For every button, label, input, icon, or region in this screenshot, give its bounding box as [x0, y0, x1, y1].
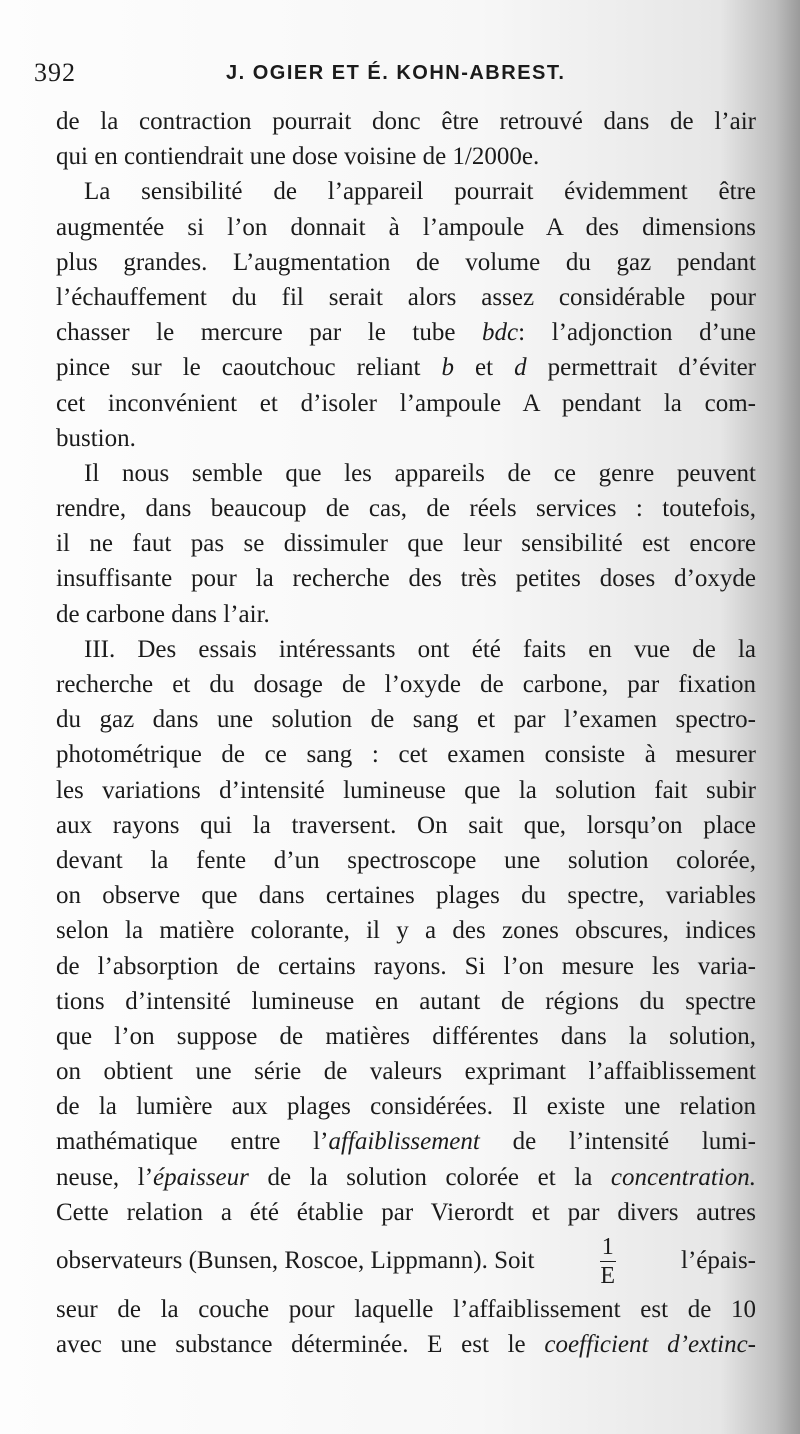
text-line-with-fraction — [56, 1230, 756, 1292]
italic-term: concentration. — [610, 1163, 756, 1191]
text-line: tions d’intensité lumineuse en autant de régions du spectre — [56, 987, 756, 1015]
italic-term: b — [441, 354, 454, 382]
text-line — [56, 1327, 756, 1362]
text-line: aux rayons qui la traversent. On sait que, lorsqu’on place — [56, 811, 756, 839]
text-segment: et — [475, 354, 494, 382]
text-segment: permettrait d’éviter — [547, 354, 757, 382]
text-line: seur de la couche pour laquelle l’affaiblissement est de 10 — [56, 1296, 756, 1323]
italic-term: d — [514, 354, 527, 382]
text-line — [56, 1124, 756, 1159]
text-line: devant la fente d’un spectroscope une solution colorée, — [56, 846, 756, 874]
text-line: augmentée si l’on donnait à l’ampoule A des dimensions — [56, 213, 756, 241]
page-number: 392 — [34, 58, 76, 87]
text-segment: chasser le mercure par le tube — [56, 319, 456, 347]
text-line: que l’on suppose de matières différentes dans la solution, — [56, 1022, 756, 1050]
fraction-denominator: E — [600, 1262, 616, 1289]
body-text — [56, 104, 756, 1362]
text-line: rendre, dans beaucoup de cas, de réels services : toutefois, — [56, 495, 756, 523]
text-segment: mathématique entre l’ — [56, 1128, 329, 1156]
text-line: il ne faut pas se dissimuler que leur sensibilité est encore — [56, 530, 756, 558]
text-segment: observateurs (Bunsen, Roscoe, Lippmann). Soit — [56, 1247, 535, 1274]
text-line — [56, 315, 756, 350]
text-line — [56, 1160, 756, 1195]
text-segment: pince sur le caoutchouc reliant — [56, 354, 421, 382]
page-header — [34, 58, 764, 92]
text-segment: neuse, l’ — [56, 1163, 154, 1191]
italic-term: coefficient d’extinc- — [544, 1331, 757, 1359]
text-line: cet inconvénient et d’isoler l’ampoule A pendant la com- — [56, 389, 756, 417]
text-line: bustion. — [56, 424, 136, 452]
running-head: J. OGIER ET É. KOHN-ABREST. — [226, 62, 566, 84]
text-line — [56, 350, 756, 385]
section-start-line: III. Des essais intéressants ont été faits en vue de la — [84, 635, 756, 663]
text-line: photométrique de ce sang : cet examen consiste à mesurer — [56, 741, 756, 769]
text-segment: l’épais- — [681, 1247, 756, 1274]
text-line: de la lumière aux plages considérées. Il existe une relation — [56, 1093, 756, 1121]
text-line: on observe que dans certaines plages du spectre, variables — [56, 882, 756, 910]
text-line: l’échauffement du fil serait alors assez considérable pour — [56, 283, 756, 311]
text-line: plus grandes. L’augmentation de volume du gaz pendant — [56, 248, 756, 276]
text-line: de carbone dans l’air. — [56, 600, 270, 628]
text-line: recherche et du dosage de l’oxyde de carbone, par fixation — [56, 671, 756, 698]
text-line: insuffisante pour la recherche des très petites doses d’oxyde — [56, 565, 756, 593]
text-line: on obtient une série de valeurs exprimant l’affaiblissement — [56, 1058, 756, 1086]
text-segment: de l’intensité lumi- — [512, 1128, 757, 1156]
italic-term: affaiblissement — [328, 1128, 480, 1156]
fraction-one-over-e — [600, 1235, 616, 1288]
italic-term: épaisseur — [153, 1163, 249, 1191]
fraction-numerator: 1 — [601, 1233, 614, 1260]
text-line: de l’absorption de certains rayons. Si l’on mesure les varia- — [56, 952, 756, 980]
text-line: les variations d’intensité lumineuse que la solution fait subir — [56, 776, 756, 804]
paragraph-start-line: La sensibilité de l’appareil pourrait évidemment être — [84, 178, 756, 206]
text-line: de la contraction pourrait donc être retrouvé dans de l’air — [56, 108, 756, 135]
text-segment: de la solution colorée et la — [267, 1163, 593, 1191]
text-line: qui en contiendrait une dose voisine de 1/2000e. — [56, 143, 540, 171]
italic-term: bdc — [482, 319, 519, 347]
text-line: Cette relation a été établie par Vierordt et par divers autres — [56, 1198, 756, 1226]
text-segment: : l’adjonction d’une — [518, 319, 756, 347]
text-line: selon la matière colorante, il y a des zones obscures, indices — [56, 917, 756, 945]
text-line: du gaz dans une solution de sang et par l’examen spectro- — [56, 706, 756, 734]
paragraph-start-line: Il nous semble que les appareils de ce genre peuvent — [84, 459, 756, 487]
text-segment: avec une substance déterminée. E est le — [56, 1331, 526, 1359]
